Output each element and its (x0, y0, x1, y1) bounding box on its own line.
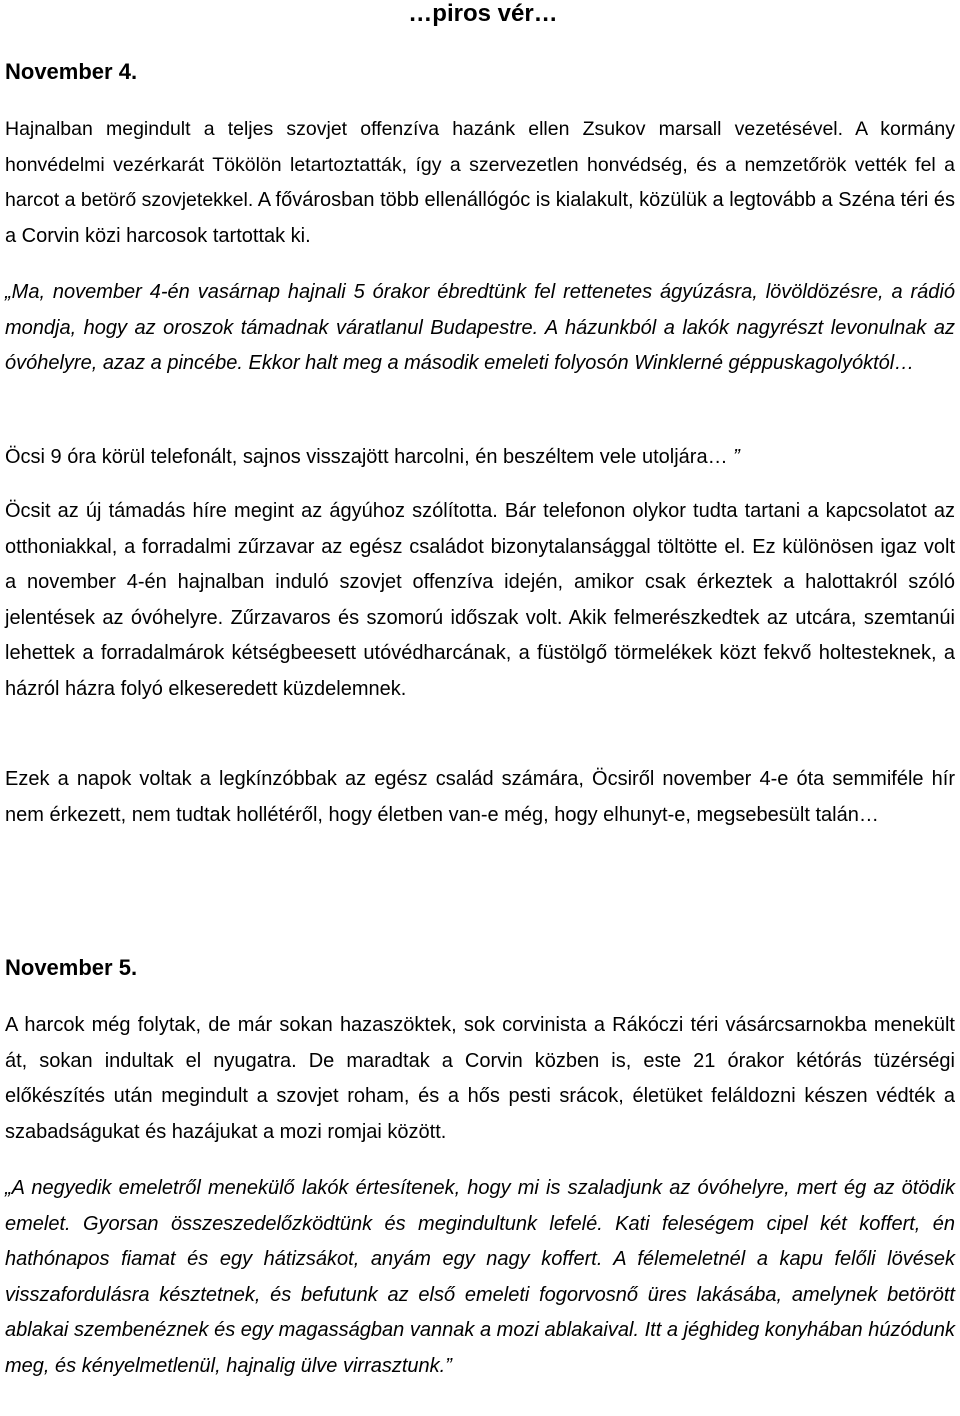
paragraph-nov4-ocsi-call (5, 440, 955, 476)
quote-text: A félemeletnél a kapu felőli lövések visszafordulásra késztetnek, és befutunk az első emeleti fogorvosnő üres lakásába, amelynek betörött ablakai szembenéznek és egy magasságban vannak a mozi ablakaival. (5, 1248, 955, 1341)
paragraph-text: Öcsit az új támadás híre megint az ágyúhoz szólította. (5, 500, 498, 522)
quote-text: Gyorsan összeszedelőzködtünk és megindultunk lefelé. (70, 1212, 603, 1235)
quote-text: „A negyedik emeletről menekülő lakók értesítenek, hogy mi is szaladjunk az óvóhelyre, mert ég az ötödik emelet. (5, 1177, 955, 1235)
document-title: …piros vér… (408, 0, 558, 27)
quote-text: Itt a jéghideg konyhában húzódunk meg, és kényelmetlenül, hajnalig ülve virrasztunk. (5, 1319, 955, 1377)
paragraph-text: A fővárosban több ellenállógóc is kialakult, közülük a legtovább a Széna téri és a Corvin közi harcosok tartottak ki. (5, 189, 955, 247)
paragraph-nov4-narrative (5, 494, 955, 707)
quote-text: Ekkor halt meg a második emeleti folyosón Winklerné géppuskagolyóktól… (242, 352, 915, 374)
paragraph-text: Akik felmerészkedtek az utcára, szemtanúi lehettek a forradalmárok kétségbeesett utóvédharcának, a füstölgő törmelékek közt fekvő holtesteknek, a házról házra folyó elkeseredett küzdelemnek. (5, 606, 955, 700)
quote-nov4-diary (5, 275, 955, 382)
paragraph-nov4-intro (5, 112, 955, 254)
paragraph-text: Zűrzavaros és szomorú időszak volt. (223, 606, 563, 629)
paragraph-nov4-waiting: Ezek a napok voltak a legkínzóbbak az egész család számára, Öcsiről november 4-e óta semmiféle hír nem érkezett, nem tudtak hollétéről, hogy életben van-e még, hogy elhunyt-e, megsebesült talán… (5, 768, 955, 826)
quote-text: A házunkból a lakók nagyrészt levonulnak az óvóhelyre, azaz a pincébe. (5, 316, 956, 374)
quote-close-mark: ” (445, 1354, 452, 1377)
paragraph-text: Öcsi 9 óra körül telefonált, sajnos visszajött harcolni, én beszéltem vele utoljára… (5, 446, 728, 468)
quote-text: Kati feleségem cipel két koffert, én hathónapos fiamat és egy hátizsákot, anyám egy nagy koffert. (5, 1212, 955, 1270)
quote-close-mark: ” (727, 446, 740, 468)
quote-text: „Ma, november 4-én vasárnap hajnali 5 órakor ébredtünk fel rettenetes ágyúzásra, lövöldözésre, a rádió mondja, hogy az oroszok támadnak váratlanul Budapestre. (5, 281, 955, 339)
paragraph-text: A harcok még folytak, de már sokan hazaszöktek, sok corvinista a Rákóczi téri vásárcsarnokba menekült át, sokan indultak el nyugatra. (5, 1014, 955, 1072)
section-heading-nov5: November 5. (5, 955, 138, 980)
paragraph-text: De maradtak a Corvin közben is, este 21 órakor kétórás tüzérségi előkészítés után megindult a szovjet roham, és a hős pesti srácok, életüket feláldozni készen védték a szabadságukat és hazájukat a mozi romjai között. (5, 1049, 955, 1143)
paragraph-text: Hajnalban megindult a teljes szovjet offenzíva hazánk ellen Zsukov marsall vezetésével. A kormány honvédelmi vezérkarát Tökölön letartoztatták, így a szervezetlen honvédség, és a nemzetőrök vették fel a harcot a betörő szovjetekkel. (5, 118, 955, 211)
paragraph-text: Ez különösen igaz volt a november 4-én hajnalban induló szovjet offenzíva idején, amikor csak érkeztek a halottakról szóló jelentések az óvóhelyre. (5, 535, 956, 629)
quote-nov5-diary (5, 1171, 955, 1384)
paragraph-nov5-narrative (5, 1008, 955, 1150)
paragraph-text: Bár telefonon olykor tudta tartani a kapcsolatot az otthoniakkal, a forradalmi zűrzavar az egész családot bizonytalansággal töltötte el. (5, 500, 955, 558)
section-heading-nov4: November 4. (5, 59, 138, 84)
